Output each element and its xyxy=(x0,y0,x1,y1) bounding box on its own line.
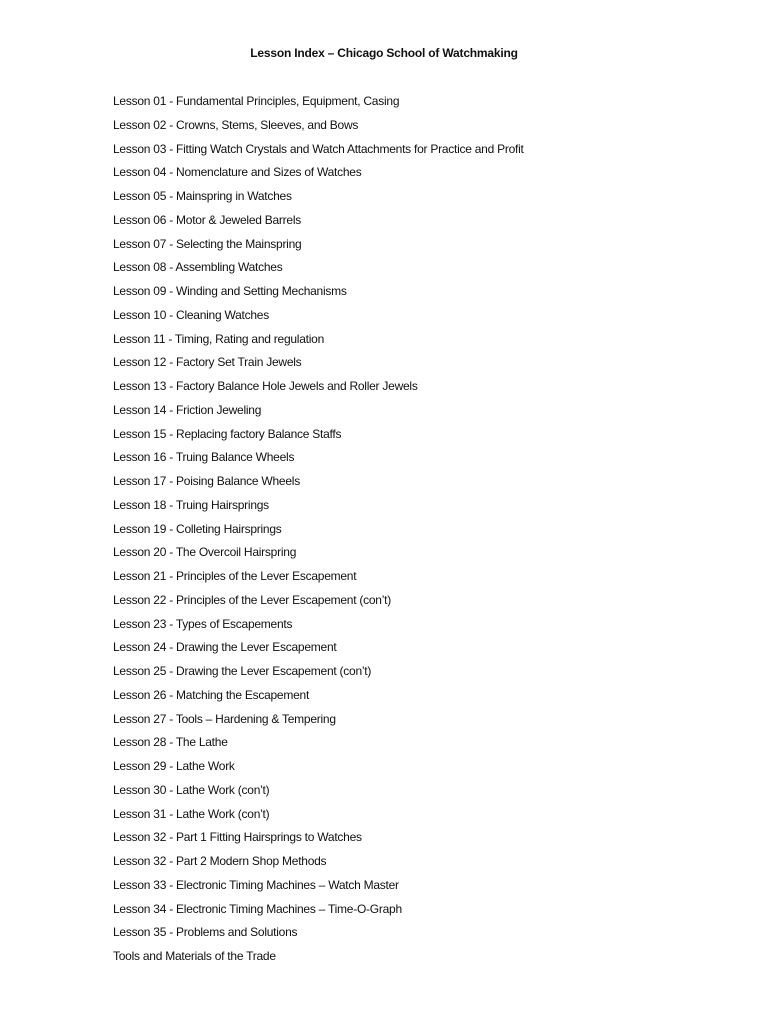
list-item: Lesson 07 - Selecting the Mainspring xyxy=(113,236,302,251)
list-item: Lesson 08 - Assembling Watches xyxy=(113,260,283,275)
list-item: Lesson 10 - Cleaning Watches xyxy=(113,307,269,322)
list-item: Lesson 14 - Friction Jeweling xyxy=(113,402,262,417)
list-item: Lesson 33 - Electronic Timing Machines – Watch Master xyxy=(113,877,399,892)
list-item: Lesson 24 - Drawing the Lever Escapement xyxy=(113,640,337,655)
list-item: Lesson 30 - Lathe Work (con’t) xyxy=(113,782,270,797)
list-item: Lesson 18 - Truing Hairsprings xyxy=(113,497,269,512)
list-item: Lesson 06 - Motor & Jeweled Barrels xyxy=(113,212,302,227)
list-item: Lesson 32 - Part 1 Fitting Hairsprings to Watches xyxy=(113,830,362,845)
list-item: Tools and Materials of the Trade xyxy=(113,949,276,963)
list-item: Lesson 11 - Timing, Rating and regulation xyxy=(113,331,324,346)
list-item: Lesson 28 - The Lathe xyxy=(113,735,228,750)
list-item: Lesson 13 - Factory Balance Hole Jewels and Roller Jewels xyxy=(113,379,418,393)
list-item: Lesson 16 - Truing Balance Wheels xyxy=(113,450,295,465)
list-item: Lesson 17 - Poising Balance Wheels xyxy=(113,474,300,488)
list-item: Lesson 35 - Problems and Solutions xyxy=(113,925,298,940)
list-item: Lesson 31 - Lathe Work (con’t) xyxy=(113,806,270,821)
list-item: Lesson 15 - Replacing factory Balance Staffs xyxy=(113,426,342,441)
lesson-list xyxy=(113,93,524,972)
document-title: Lesson Index – Chicago School of Watchmaking xyxy=(250,46,518,60)
list-item: Lesson 27 - Tools – Hardening & Tempering xyxy=(113,711,336,726)
list-item: Lesson 26 - Matching the Escapement xyxy=(113,687,310,702)
list-item: Lesson 22 - Principles of the Lever Escapement (con’t) xyxy=(113,592,391,607)
list-item: Lesson 25 - Drawing the Lever Escapement (con’t) xyxy=(113,664,372,678)
list-item: Lesson 32 - Part 2 Modern Shop Methods xyxy=(113,854,327,868)
list-item: Lesson 12 - Factory Set Train Jewels xyxy=(113,355,302,370)
list-item: Lesson 01 - Fundamental Principles, Equipment, Casing xyxy=(113,94,400,108)
list-item: Lesson 04 - Nomenclature and Sizes of Watches xyxy=(113,165,362,180)
list-item: Lesson 19 - Colleting Hairsprings xyxy=(113,521,282,536)
list-item: Lesson 03 - Fitting Watch Crystals and Watch Attachments for Practice and Profit xyxy=(113,141,524,156)
list-item: Lesson 34 - Electronic Timing Machines – Time-O-Graph xyxy=(113,901,402,916)
list-item: Lesson 20 - The Overcoil Hairspring xyxy=(113,545,297,560)
list-item: Lesson 29 - Lathe Work xyxy=(113,759,235,773)
list-item: Lesson 21 - Principles of the Lever Escapement xyxy=(113,569,357,583)
list-item: Lesson 23 - Types of Escapements xyxy=(113,616,293,631)
list-item: Lesson 05 - Mainspring in Watches xyxy=(113,189,292,203)
list-item: Lesson 02 - Crowns, Stems, Sleeves, and Bows xyxy=(113,117,359,132)
list-item: Lesson 09 - Winding and Setting Mechanisms xyxy=(113,284,347,298)
